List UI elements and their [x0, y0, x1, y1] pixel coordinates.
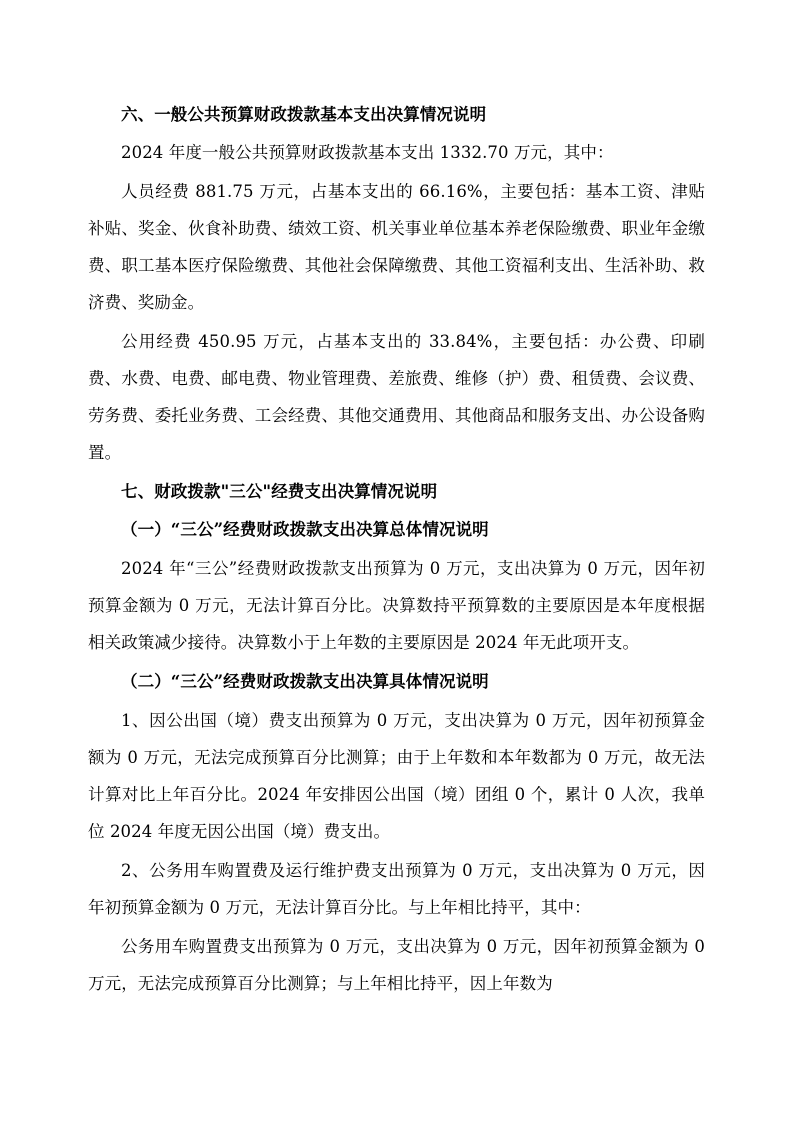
paragraph-official-vehicle: 2、公务用车购置费及运行维护费支出预算为 0 万元，支出决算为 0 万元，因年初预算金额为 0 万元，无法计算百分比。与上年相比持平，其中：: [88, 861, 705, 917]
document-body: [88, 96, 705, 1002]
section-heading-seven: 七、财政拨款"三公"经费支出决算情况说明: [121, 482, 438, 501]
paragraph-overseas-travel: 1、因公出国（境）费支出预算为 0 万元，支出决算为 0 万元，因年初预算金额为 0 万元，无法完成预算百分比测算；由于上年数和本年数都为 0 万元，故无法计算对比上年百分比。2024 年安排因公出国（境）团组 0 个，累计 0 人次，我单位 2024 年度无因公出国（境）费支出。: [88, 711, 705, 841]
paragraph-personnel-expenses: 人员经费 881.75 万元，占基本支出的 66.16%，主要包括：基本工资、津贴补贴、奖金、伙食补助费、绩效工资、机关事业单位基本养老保险缴费、职业年金缴费、职工基本医疗保险缴费、其他社会保障缴费、其他工资福利支出、生活补助、救济费、奖励金。: [88, 182, 705, 312]
subsection-heading-one: （一）“三公”经费财政拨款支出决算总体情况说明: [121, 520, 489, 539]
paragraph-public-expenses: 公用经费 450.95 万元，占基本支出的 33.84%，主要包括：办公费、印刷费、水费、电费、邮电费、物业管理费、差旅费、维修（护）费、租赁费、会议费、劳务费、委托业务费、工会经费、其他交通费用、其他商品和服务支出、办公设备购置。: [88, 332, 705, 462]
subsection-heading-two: （二）“三公”经费财政拨款支出决算具体情况说明: [121, 672, 489, 691]
section-heading-six: 六、一般公共预算财政拨款基本支出决算情况说明: [121, 105, 487, 124]
paragraph-basic-expenditure-total: 2024 年度一般公共预算财政拨款基本支出 1332.70 万元，其中：: [121, 143, 614, 162]
paragraph-vehicle-purchase: 公务用车购置费支出预算为 0 万元，支出决算为 0 万元，因年初预算金额为 0 万元，无法完成预算百分比测算；与上年相比持平，因上年数为: [88, 937, 705, 993]
paragraph-three-public-overall: 2024 年“三公”经费财政拨款支出预算为 0 万元，支出决算为 0 万元，因年初预算金额为 0 万元，无法计算百分比。决算数持平预算数的主要原因是本年度根据相关政策减少接待。决算数小于上年数的主要原因是 2024 年无此项开支。: [88, 559, 705, 652]
